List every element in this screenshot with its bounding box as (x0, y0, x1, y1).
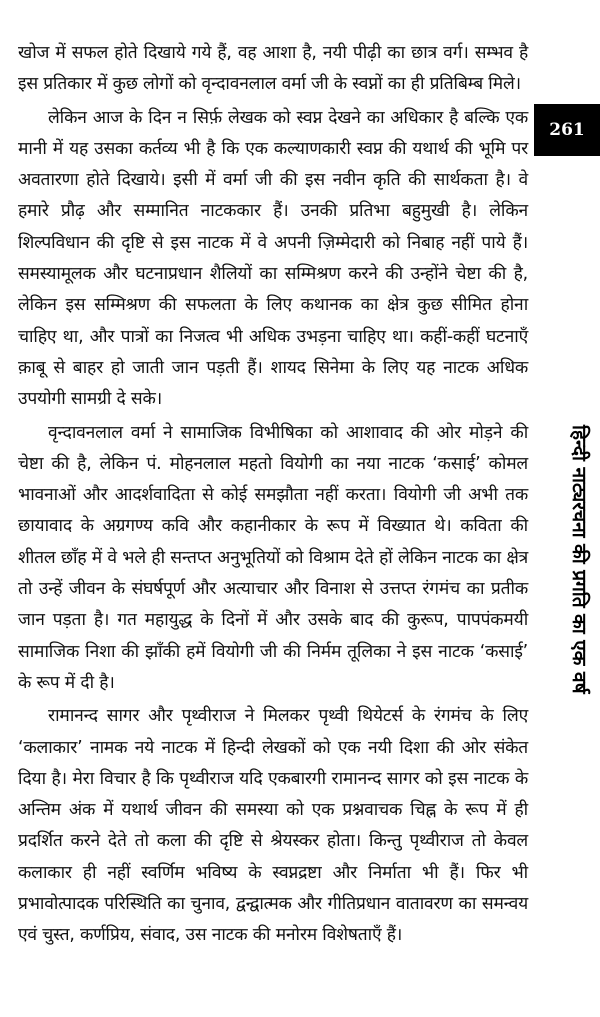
paragraph-3: वृन्दावनलाल वर्मा ने सामाजिक विभीषिका को आशावाद की ओर मोड़ने की चेष्टा की है, लेकिन पं. मोहनलाल महतो वियोगी का नया नाटक ‘कसाई’ कोमल भावनाओं और आदर्शवादिता से कोई समझौता नहीं करता। वियोगी जी अभी तक छायावाद के अग्रगण्य कवि और कहानीकार के रूप में विख्यात थे। कविता की शीतल छाँह में वे भले ही सन्तप्त अनुभूतियों को विश्राम देते हों लेकिन नाटक का क्षेत्र तो उन्हें जीवन के संघर्षपूर्ण और अत्याचार और विनाश से उत्तप्त रंगमंच का प्रतीक जान पड़ता है। गत महायुद्ध के दिनों में और उसके बाद की कुरूप, पापपंकमयी सामाजिक निशा की झाँकी हमें वियोगी जी की निर्मम तूलिका ने इस नाटक ‘कसाई’ के रूप में दी है। (18, 422, 528, 693)
running-head: हिन्दी नाट्यरचना की प्रगति का एक वर्ष (568, 425, 590, 694)
body-text (18, 38, 528, 954)
paragraph-2: लेकिन आज के दिन न सिर्फ़ लेखक को स्वप्न देखने का अधिकार है बल्कि एक मानी में यह उसका कर्तव्य भी है कि एक कल्याणकारी स्वप्न की यथार्थ की भूमि पर अवतारणा होते दिखाये। इसी में वर्मा जी की इस नवीन कृति की सार्थकता है। वे हमारे प्रौढ़ और सम्मानित नाटककार हैं। उनकी प्रतिभा बहुमुखी है। लेकिन शिल्पविधान की दृष्टि से इस नाटक में वे अपनी ज़िम्मेदारी को निबाह नहीं पाये हैं। समस्यामूलक और घटनाप्रधान शैलियों का सम्मिश्रण करने की उन्होंने चेष्टा की है, लेकिन इस सम्मिश्रण की सफलता के लिए कथानक का क्षेत्र कुछ सीमित होना चाहिए था, और पात्रों का निजत्व भी अधिक उभड़ना चाहिए था। कहीं-कहीं घटनाएँ क़ाबू से बाहर हो जाती जान पड़ती हैं। शायद सिनेमा के लिए यह नाटक अधिक उपयोगी सामग्री दे सके। (18, 107, 528, 410)
paragraph-1: खोज में सफल होते दिखाये गये हैं, वह आशा है, नयी पीढ़ी का छात्र वर्ग। सम्भव है इस प्रतिकार में कुछ लोगों को वृन्दावनलाल वर्मा जी के स्वप्नों का ही प्रतिबिम्ब मिले। (18, 43, 528, 95)
page-number-tab (534, 104, 600, 156)
paragraph-4: रामानन्द सागर और पृथ्वीराज ने मिलकर पृथ्वी थियेटर्स के रंगमंच के लिए ‘कलाकार’ नामक नये नाटक में हिन्दी लेखकों को एक नयी दिशा की ओर संकेत दिया है। मेरा विचार है कि पृथ्वीराज यदि एकबारगी रामानन्द सागर को इस नाटक के अन्तिम अंक में यथार्थ जीवन की समस्या को एक प्रश्नवाचक चिह्न के रूप में ही प्रदर्शित करने देते तो कला की दृष्टि से श्रेयस्कर होता। किन्तु पृथ्वीराज तो केवल कलाकार ही नहीं स्वर्णिम भविष्य के स्वप्नद्रष्टा और निर्माता भी हैं। फिर भी प्रभावोत्पादक परिस्थिति का चुनाव, द्वन्द्वात्मक और गीतिप्रधान वातावरण का समन्वय एवं चुस्त, कर्णप्रिय, संवाद, उस नाटक की मनोरम विशेषताएँ हैं। (18, 706, 528, 946)
page-number: 261 (549, 120, 585, 140)
